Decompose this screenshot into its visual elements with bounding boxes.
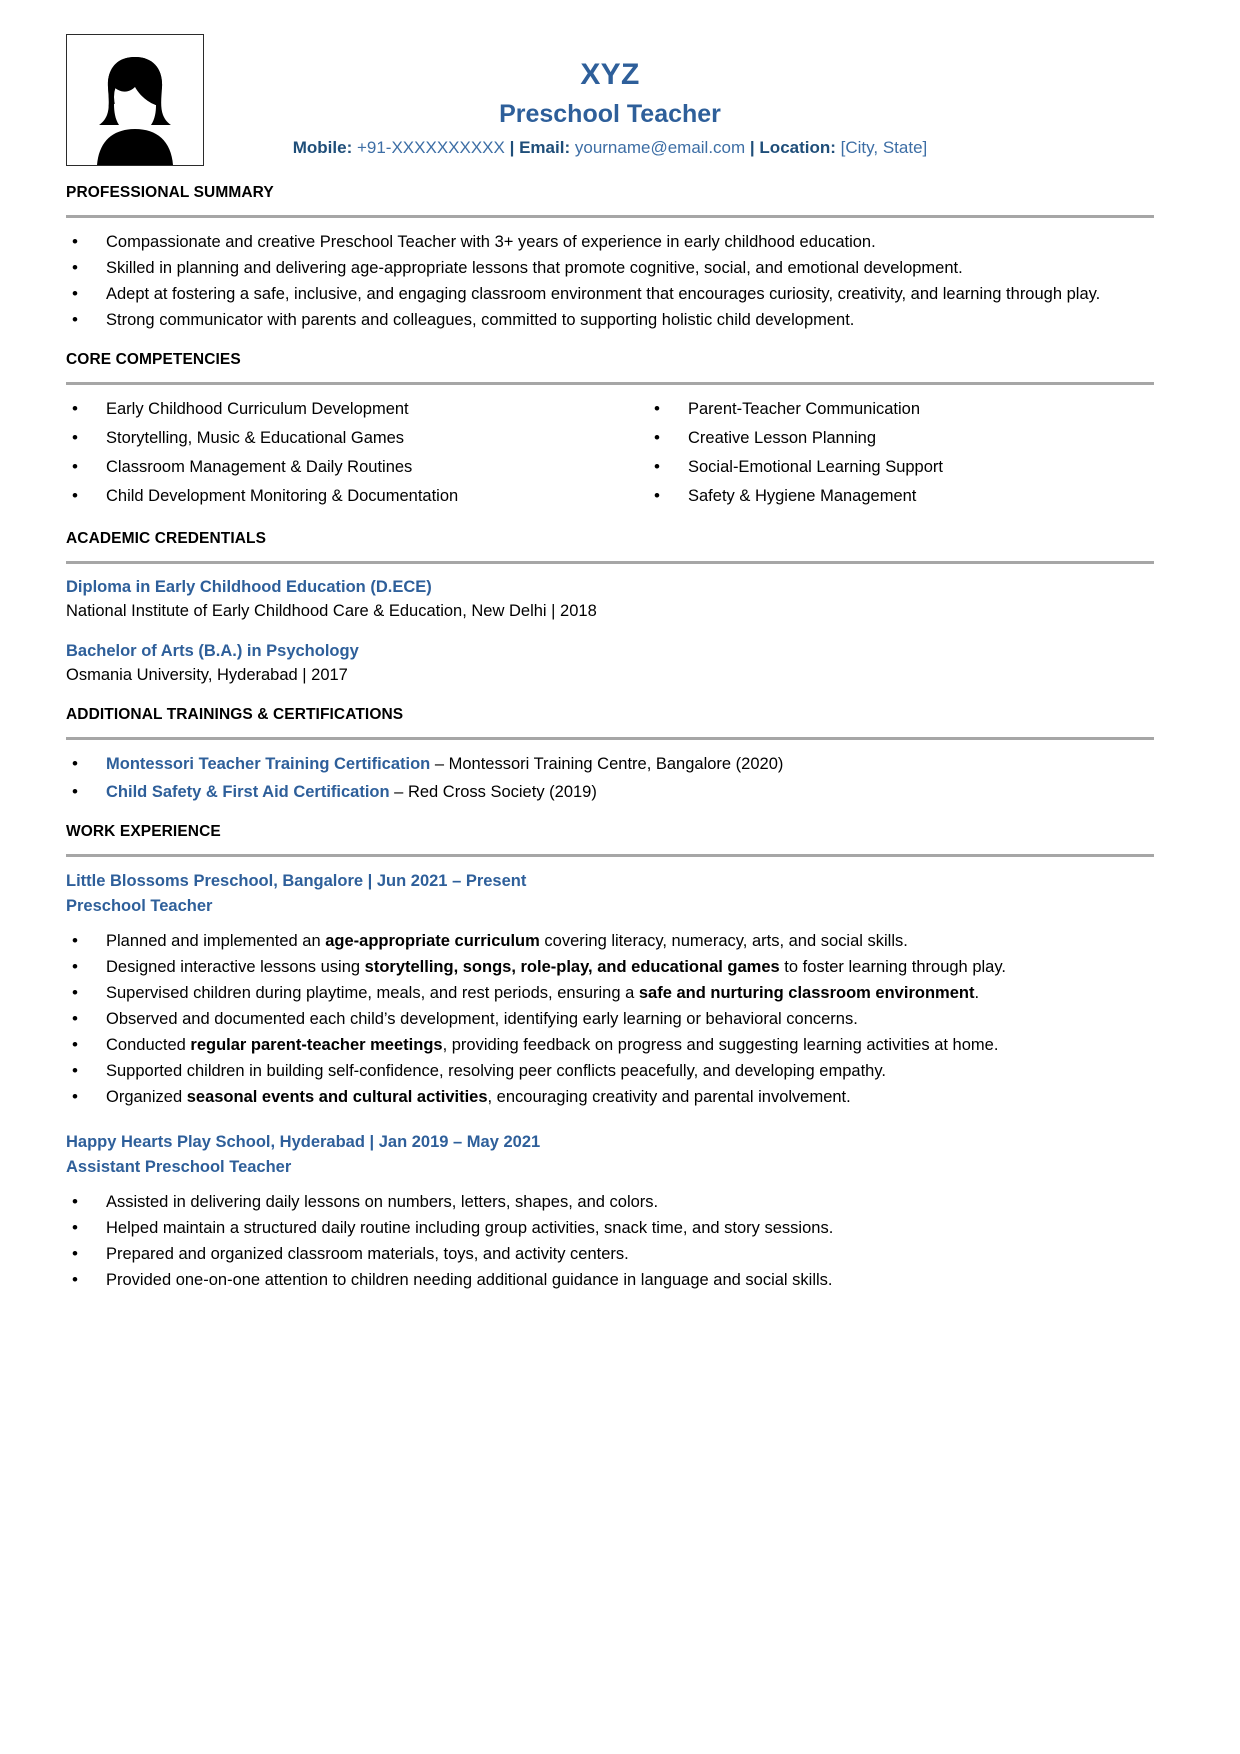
competencies-list-left xyxy=(66,397,610,508)
location-label: Location: xyxy=(759,138,836,157)
summary-bullet: • Compassionate and creative Preschool Teacher with 3+ years of experience in early childhood education. xyxy=(66,230,1154,255)
section-divider xyxy=(66,737,1154,740)
job-bullet-text: covering literacy, numeracy, arts, and social skills. xyxy=(539,931,908,950)
job-bullet-text: to foster learning through play. xyxy=(779,957,1006,976)
job-bullet-text: , encouraging creativity and parental involvement. xyxy=(487,1088,851,1107)
section-title-certifications: ADDITIONAL TRAININGS & CERTIFICATIONS xyxy=(66,706,404,723)
job-entry xyxy=(66,869,1154,1110)
job-bullet-highlight: age-appropriate curriculum xyxy=(325,931,540,950)
header-text-block xyxy=(66,34,1154,159)
competencies-list-right xyxy=(648,397,1154,508)
job-bullet-text: Organized xyxy=(106,1088,187,1107)
job-company: Little Blossoms Preschool, Bangalore | Jun 2021 – Present xyxy=(66,872,527,891)
certification-detail: – Montessori Training Centre, Bangalore (2020) xyxy=(430,755,784,773)
job-role: Assistant Preschool Teacher xyxy=(66,1157,292,1176)
job-bullet xyxy=(66,1216,1154,1241)
competency-item: • Creative Lesson Planning xyxy=(648,426,1154,451)
job-bullet-text: Helped maintain a structured daily routine including group activities, snack time, and story sessions. xyxy=(106,1218,834,1237)
certification-name: Montessori Teacher Training Certification xyxy=(106,755,431,773)
email-label: Email: xyxy=(519,138,571,157)
competencies-column-right xyxy=(610,397,1154,512)
job-bullet xyxy=(66,981,1154,1006)
section-title-experience: WORK EXPERIENCE xyxy=(66,823,221,841)
competency-item: • Parent-Teacher Communication xyxy=(648,397,1154,422)
mobile-label: Mobile: xyxy=(292,138,353,157)
competency-item: • Early Childhood Curriculum Development xyxy=(66,397,610,422)
job-bullet xyxy=(66,1007,1154,1032)
summary-bullet: • Adept at fostering a safe, inclusive, and engaging classroom environment that encourages curiosity, creativity, and learning through play. xyxy=(66,282,1154,307)
section-work-experience xyxy=(66,823,1154,1293)
section-divider xyxy=(66,215,1154,218)
job-bullet xyxy=(66,1268,1154,1293)
job-bullet-highlight: regular parent-teacher meetings xyxy=(190,1035,443,1054)
job-bullet-text: Supervised children during playtime, meals, and rest periods, ensuring a xyxy=(106,983,639,1002)
certification-item xyxy=(66,780,1154,805)
competency-item: • Safety & Hygiene Management xyxy=(648,484,1154,509)
section-certifications xyxy=(66,706,1154,805)
job-bullet-text: Planned and implemented an xyxy=(106,931,326,950)
job-bullet-list xyxy=(66,929,1154,1111)
education-degree: Diploma in Early Childhood Education (D.ECE) xyxy=(66,578,432,597)
job-bullet-text: Designed interactive lessons using xyxy=(106,957,365,976)
location-value: [City, State] xyxy=(840,138,928,157)
education-institution: National Institute of Early Childhood Care & Education, New Delhi | 2018 xyxy=(66,602,597,621)
section-title-competencies: CORE COMPETENCIES xyxy=(66,351,241,369)
education-institution: Osmania University, Hyderabad | 2017 xyxy=(66,666,348,685)
competency-item: • Storytelling, Music & Educational Games xyxy=(66,426,610,451)
job-bullet-text: . xyxy=(974,983,980,1002)
summary-bullet-list xyxy=(66,230,1154,333)
competencies-column-left xyxy=(66,397,610,512)
job-bullet-text: Observed and documented each child’s development, identifying early learning or behavioral concerns. xyxy=(106,1009,858,1028)
job-bullet-highlight: safe and nurturing classroom environment xyxy=(638,983,975,1002)
mobile-value: +91-XXXXXXXXXX xyxy=(356,138,505,157)
job-bullet xyxy=(66,1242,1154,1267)
section-academic-credentials xyxy=(66,530,1154,688)
job-entry-list xyxy=(66,869,1154,1293)
job-bullet-text: , providing feedback on progress and suggesting learning activities at home. xyxy=(442,1035,999,1054)
education-degree: Bachelor of Arts (B.A.) in Psychology xyxy=(66,642,359,661)
job-bullet xyxy=(66,1059,1154,1084)
resume-header xyxy=(66,34,1154,166)
job-role: Preschool Teacher xyxy=(66,896,213,915)
section-core-competencies xyxy=(66,351,1154,512)
job-bullet-highlight: seasonal events and cultural activities xyxy=(186,1088,488,1107)
contact-separator-1: | xyxy=(509,138,515,157)
job-bullet-text: Conducted xyxy=(106,1035,191,1054)
email-value: yourname@email.com xyxy=(574,138,746,157)
candidate-title: Preschool Teacher xyxy=(499,99,721,128)
section-divider xyxy=(66,382,1154,385)
job-bullet-text: Supported children in building self-confidence, resolving peer conflicts peacefully, and developing empathy. xyxy=(106,1062,886,1081)
certification-detail: – Red Cross Society (2019) xyxy=(389,783,597,802)
certifications-list xyxy=(66,752,1154,805)
job-bullet xyxy=(66,929,1154,954)
certification-item xyxy=(66,752,1154,777)
summary-bullet: • Skilled in planning and delivering age-appropriate lessons that promote cognitive, social, and emotional development. xyxy=(66,256,1154,281)
section-divider xyxy=(66,854,1154,857)
certification-name: Child Safety & First Aid Certification xyxy=(106,783,390,802)
summary-bullet: • Strong communicator with parents and colleagues, committed to supporting holistic child development. xyxy=(66,308,1154,333)
education-entry-list xyxy=(66,576,1154,688)
section-professional-summary xyxy=(66,184,1154,333)
section-title-summary: PROFESSIONAL SUMMARY xyxy=(66,184,274,201)
education-entry xyxy=(66,576,1154,624)
contact-separator-2: | xyxy=(749,138,755,157)
job-bullet xyxy=(66,1190,1154,1215)
job-bullet-highlight: storytelling, songs, role-play, and educational games xyxy=(364,957,780,976)
job-bullet-list xyxy=(66,1190,1154,1293)
job-bullet-text: Provided one-on-one attention to children needing additional guidance in language and social skills. xyxy=(106,1270,833,1289)
job-bullet xyxy=(66,955,1154,980)
job-bullet-text: Prepared and organized classroom materials, toys, and activity centers. xyxy=(106,1244,629,1263)
competency-item: • Child Development Monitoring & Documentation xyxy=(66,484,610,509)
education-entry xyxy=(66,640,1154,688)
section-divider xyxy=(66,561,1154,564)
competencies-columns xyxy=(66,397,1154,512)
contact-line xyxy=(66,137,1154,159)
competency-item: • Classroom Management & Daily Routines xyxy=(66,455,610,480)
job-bullet xyxy=(66,1085,1154,1110)
job-company: Happy Hearts Play School, Hyderabad | Jan 2019 – May 2021 xyxy=(66,1133,541,1152)
job-bullet-text: Assisted in delivering daily lessons on numbers, letters, shapes, and colors. xyxy=(106,1192,659,1211)
job-entry xyxy=(66,1130,1154,1293)
job-bullet xyxy=(66,1033,1154,1058)
candidate-name: XYZ xyxy=(580,58,640,91)
competency-item: • Social-Emotional Learning Support xyxy=(648,455,1154,480)
section-title-education: ACADEMIC CREDENTIALS xyxy=(66,530,267,548)
